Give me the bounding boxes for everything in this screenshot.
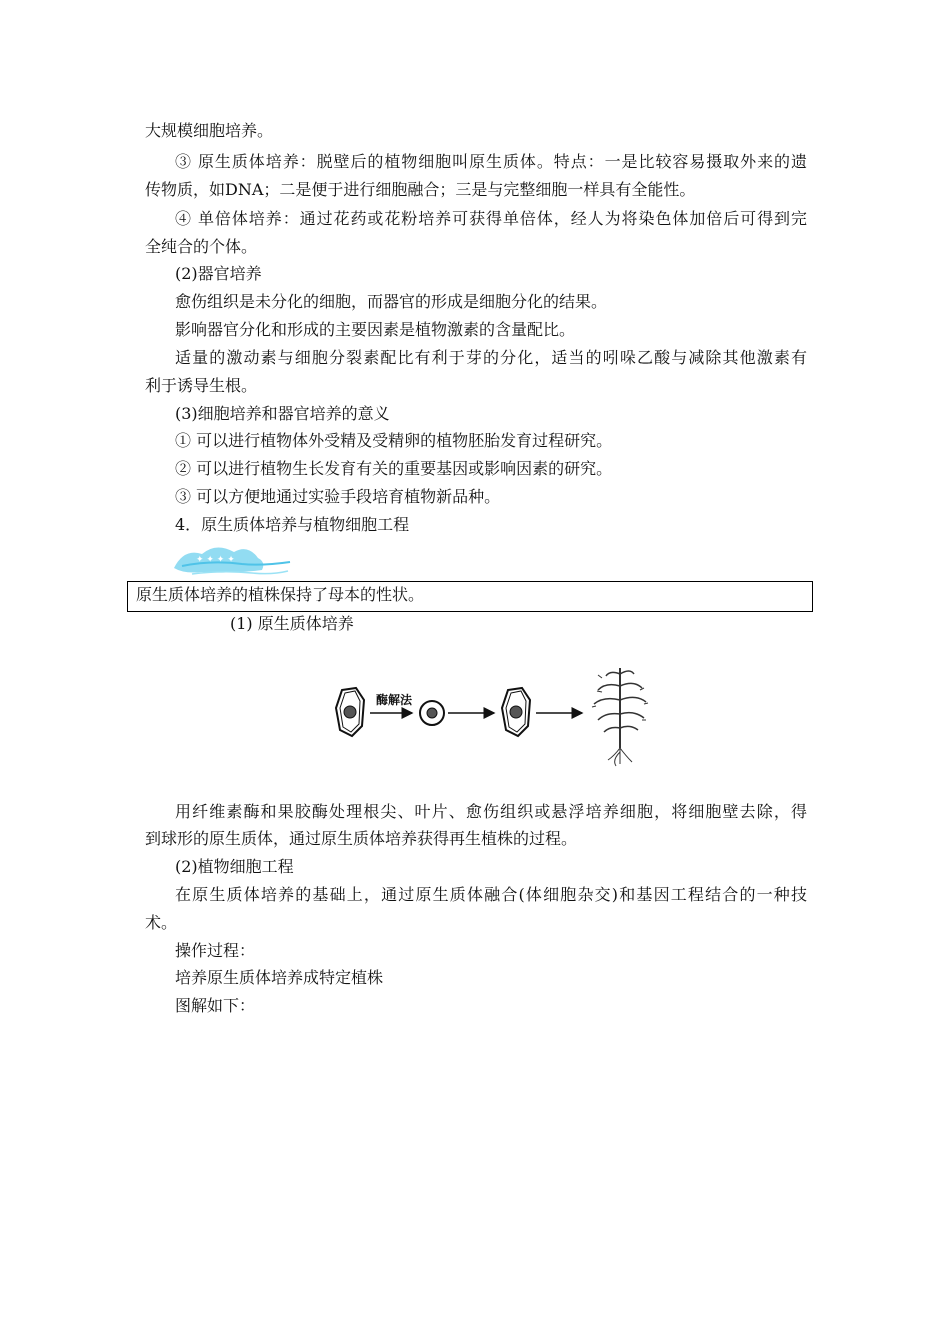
paragraph-line: 大规模细胞培养。 xyxy=(145,121,274,140)
section-heading: 4．原生质体培养与植物细胞工程 xyxy=(175,515,410,534)
svg-text:✦ ✦ ✦ ✦: ✦ ✦ ✦ ✦ xyxy=(196,555,235,565)
note-text: 原生质体培养的植株保持了母本的性状。 xyxy=(136,585,425,604)
paragraph-line: 培养原生质体培养成特定植株 xyxy=(175,968,384,987)
arrow-label: 酶解法 xyxy=(376,693,413,707)
section-heading: (2)器官培养 xyxy=(175,264,262,283)
protoplast-culture-diagram xyxy=(330,660,660,770)
paragraph-line: 影响器官分化和形成的主要因素是植物激素的含量配比。 xyxy=(175,320,576,339)
section-heading: (3)细胞培养和器官培养的意义 xyxy=(175,404,390,423)
paragraph-line: 适量的激动素与细胞分裂素配比有利于芽的分化，适当的吲哚乙酸与减除其他激素有 xyxy=(175,348,807,367)
decorative-banner-icon xyxy=(172,540,292,580)
paragraph-line: 到球形的原生质体，通过原生质体培养获得再生植株的过程。 xyxy=(145,829,578,848)
paragraph-line: 传物质，如DNA；二是便于进行细胞融合；三是与完整细胞一样具有全能性。 xyxy=(145,180,696,199)
protoplast-icon xyxy=(420,701,444,725)
paragraph-line: 术。 xyxy=(145,913,178,932)
plant-cell-icon xyxy=(502,688,530,736)
section-heading: (1) 原生质体培养 xyxy=(230,614,354,633)
paragraph-line: 用纤维素酶和果胶酶处理根尖、叶片、愈伤组织或悬浮培养细胞，将细胞壁去除，得 xyxy=(175,802,807,821)
regenerated-plant-icon xyxy=(592,668,648,766)
paragraph-line: ① 可以进行植物体外受精及受精卵的植物胚胎发育过程研究。 xyxy=(175,431,613,450)
paragraph-line: 操作过程： xyxy=(175,941,256,960)
paragraph-line: ③ 原生质体培养：脱壁后的植物细胞叫原生质体。特点：一是比较容易摄取外来的遗 xyxy=(175,152,807,171)
paragraph-line: 愈伤组织是未分化的细胞，而器官的形成是细胞分化的结果。 xyxy=(175,292,608,311)
note-box xyxy=(127,581,813,612)
paragraph-line: ③ 可以方便地通过实验手段培育植物新品种。 xyxy=(175,487,501,506)
paragraph-line: 全纯合的个体。 xyxy=(145,237,258,256)
paragraph-line: ② 可以进行植物生长发育有关的重要基因或影响因素的研究。 xyxy=(175,459,613,478)
paragraph-line: 利于诱导生根。 xyxy=(145,376,258,395)
section-heading: (2)植物细胞工程 xyxy=(175,857,294,876)
plant-cell-icon xyxy=(336,688,364,736)
paragraph-line: 图解如下： xyxy=(175,996,256,1015)
paragraph-line: ④ 单倍体培养：通过花药或花粉培养可获得单倍体，经人为将染色体加倍后可得到完 xyxy=(175,209,807,228)
paragraph-line: 在原生质体培养的基础上，通过原生质体融合(体细胞杂交)和基因工程结合的一种技 xyxy=(175,885,807,904)
